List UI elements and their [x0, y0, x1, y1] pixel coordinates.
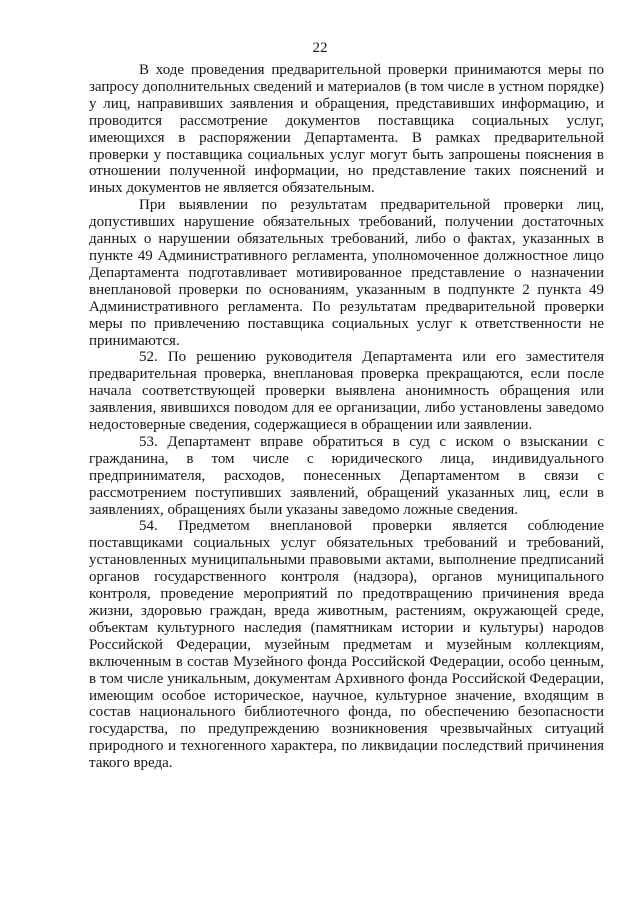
page-number: 22 — [312, 40, 328, 56]
paragraph-preliminary-check-measures: В ходе проведения предварительной проверки принимаются меры по запросу дополнительных сведений и материалов (в том числе в устном порядке) у лиц, направивших заявления и обращения, представивших информацию, и проводится рассмотрение документов поставщика социальных услуг, имеющихся в распоряжении Департамента. В рамках предварительной проверки у поставщика социальных услуг могут быть запрошены пояснения в отношении полученной информации, но представление таких пояснений и иных документов не является обязательным. — [89, 62, 604, 197]
paragraph-52-termination: 52. По решению руководителя Департамента или его заместителя предварительная проверка, внеплановая проверка прекращаются, если после начала соответствующей проверки выявлена анонимность обращения или заявления, явившихся поводом для ее организации, либо установлены заведомо недостоверные сведения, содержащиеся в обращении или заявлении. — [89, 349, 604, 434]
paragraph-violation-detection: При выявлении по результатам предварительной проверки лиц, допустивших нарушение обязательных требований, получении достаточных данных о нарушении обязательных требований, либо о фактах, указанных в пункте 49 Административного регламента, уполномоченное должностное лицо Департамента подготавливает мотивированное представление о назначении внеплановой проверки по основаниям, указанным в подпункте 2 пункта 49 Административного регламента. По результатам предварительной проверки меры по привлечению поставщика социальных услуг к ответственности не принимаются. — [89, 197, 604, 349]
paragraph-54-inspection-subject: 54. Предметом внеплановой проверки является соблюдение поставщиками социальных услуг обязательных требований и требований, установленных муниципальными правовыми актами, выполнение предписаний органов государственного контроля (надзора), органов муниципального контроля, проведение мероприятий по предотвращению причинения вреда жизни, здоровью граждан, вреда животным, растениям, окружающей среде, объектам культурного наследия (памятникам истории и культуры) народов Российской Федерации, музейным предметам и музейным коллекциям, включенным в состав Музейного фонда Российской Федерации, особо ценным, в том числе уникальным, документам Архивного фонда Российской Федерации, имеющим особое историческое, научное, культурное значение, входящим в состав национального библиотечного фонда, по обеспечению безопасности государства, по предупреждению возникновения чрезвычайных ситуаций природного и техногенного характера, по ликвидации последствий причинения такого вреда. — [89, 518, 604, 772]
document-body — [89, 62, 604, 772]
paragraph-53-court-claim: 53. Департамент вправе обратиться в суд с иском о взыскании с гражданина, в том числе с юридического лица, индивидуального предпринимателя, расходов, понесенных Департаментом в связи с рассмотрением поступивших заявлений, обращений указанных лиц, если в заявлениях, обращениях были указаны заведомо ложные сведения. — [89, 433, 604, 518]
